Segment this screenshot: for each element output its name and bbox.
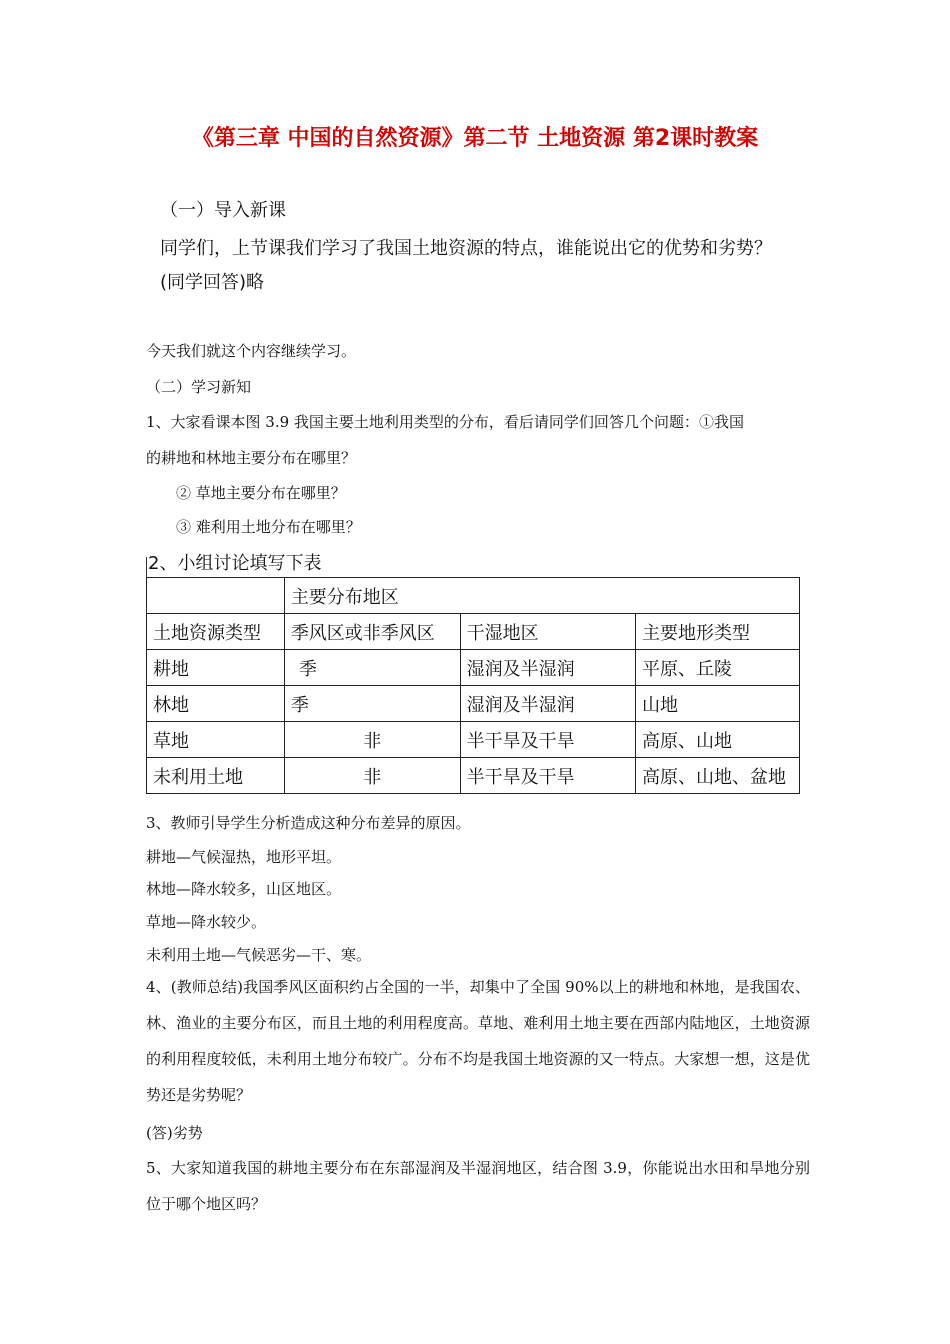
item1-question2: ② 草地主要分布在哪里？ <box>176 484 346 502</box>
table-cell: 耕地 <box>147 650 285 686</box>
table-col-header: 主要地形类型 <box>636 614 800 650</box>
table-corner-mark <box>146 557 147 577</box>
item3-line: 林地—降水较多，山区地区。 <box>146 880 342 898</box>
table-cell: 季 <box>284 650 460 686</box>
table-cell: 未利用土地 <box>147 758 285 794</box>
table-cell: 半干旱及干旱 <box>460 722 635 758</box>
table-row <box>147 722 800 758</box>
intro-question: 同学们，上节课我们学习了我国土地资源的特点，谁能说出它的优势和劣势？ <box>160 238 772 259</box>
continue-text: 今天我们就这个内容继续学习。 <box>146 342 357 360</box>
table-col-header: 干湿地区 <box>460 614 635 650</box>
table-row <box>147 578 800 614</box>
item1-question3: ③ 难利用土地分布在哪里？ <box>176 518 361 536</box>
table-cell: 非 <box>284 722 460 758</box>
table-row <box>147 614 800 650</box>
table-cell: 非 <box>284 758 460 794</box>
table-cell <box>147 578 285 614</box>
item2-heading: 2、小组讨论填写下表 <box>148 553 322 574</box>
item5-paragraph: 5、大家知道我国的耕地主要分布在东部湿润及半湿润地区，结合图 3.9，你能说出水田和旱地分别位于哪个地区吗？ <box>146 1159 810 1213</box>
item4-answer: (答)劣势 <box>146 1124 203 1142</box>
item3-heading: 3、教师引导学生分析造成这种分布差异的原因。 <box>146 814 471 832</box>
table-cell: 林地 <box>147 686 285 722</box>
table-cell: 平原、丘陵 <box>636 650 800 686</box>
table-row <box>147 758 800 794</box>
table-row <box>147 650 800 686</box>
table-cell: 高原、山地 <box>636 722 800 758</box>
table-col-header: 季风区或非季风区 <box>284 614 460 650</box>
item3-line: 耕地—气候湿热，地形平坦。 <box>146 848 342 866</box>
table-row <box>147 686 800 722</box>
land-resource-table <box>146 577 800 794</box>
table-cell: 草地 <box>147 722 285 758</box>
item4-paragraph: 4、(教师总结)我国季风区面积约占全国的一半，却集中了全国 90%以上的耕地和林地，是我国农、林、渔业的主要分布区，而且土地的利用程度高。草地、难利用土地主要在西部内陆地区，土地资源的利用程度较低，未利用土地分布较广。分布不均是我国土地资源的又一特点。大家想一想，这是优势还是劣势呢？ <box>146 978 810 1104</box>
section1-heading: （一）导入新课 <box>160 200 286 221</box>
table-cell: 季 <box>284 686 460 722</box>
table-cell: 山地 <box>636 686 800 722</box>
section2-heading: （二）学习新知 <box>146 378 252 396</box>
table-cell: 半干旱及干旱 <box>460 758 635 794</box>
item3-line: 草地—降水较少。 <box>146 913 267 931</box>
table-header-main: 主要分布地区 <box>284 578 799 614</box>
item1-line2: 的耕地和林地主要分布在哪里？ <box>146 449 357 467</box>
intro-answer: (同学回答)略 <box>160 272 265 293</box>
table-cell: 湿润及半湿润 <box>460 650 635 686</box>
table-cell: 高原、山地、盆地 <box>636 758 800 794</box>
item1-line1: 1、大家看课本图 3.9 我国主要土地利用类型的分布，看后请同学们回答几个问题：①我国 <box>146 413 744 431</box>
document-title: 《第三章 中国的自然资源》第二节 土地资源 第2课时教案 <box>191 126 759 151</box>
item3-line: 未利用土地—气候恶劣—干、寒。 <box>146 946 372 964</box>
table-col-header: 土地资源类型 <box>147 614 285 650</box>
table-cell: 湿润及半湿润 <box>460 686 635 722</box>
